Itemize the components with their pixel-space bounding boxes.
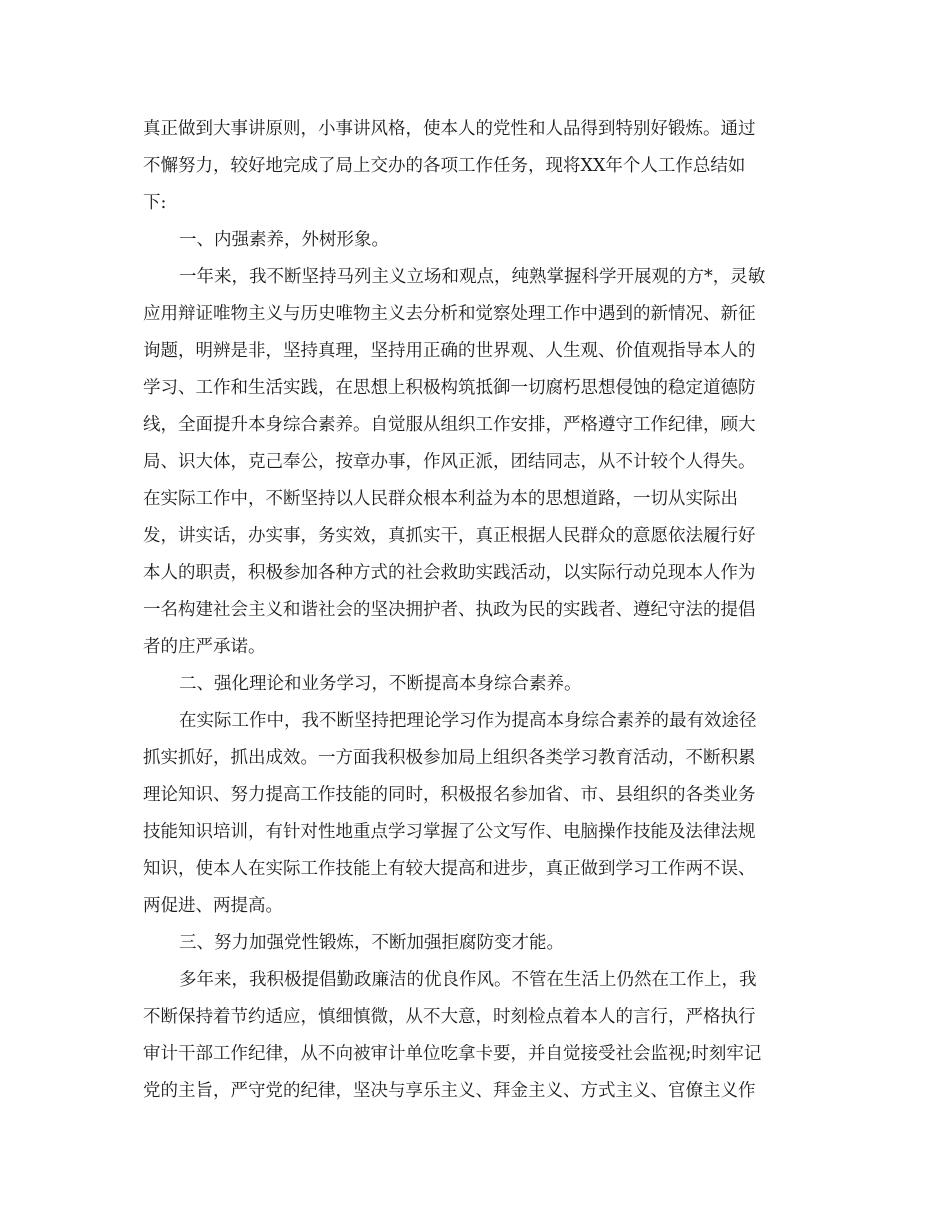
body-text-line: 技能知识培训，有针对性地重点学习掌握了公文写作、电脑操作技能及法律法规 — [143, 822, 756, 842]
body-text-line: 本人的职责，积极参加各种方式的社会救助实践活动，以实际行动兑现本人作为 — [143, 563, 756, 583]
section-heading: 三、努力加强党性锻炼，不断加强拒腐防变才能。 — [179, 933, 564, 953]
body-text-line: 不断保持着节约适应，慎细慎微，从不大意，时刻检点着本人的言行，严格执行 — [143, 1007, 756, 1027]
body-text-line: 党的主旨，严守党的纪律，坚决与享乐主义、拜金主义、方式主义、官僚主义作 — [143, 1081, 756, 1101]
body-text-line: 多年来，我积极提倡勤政廉洁的优良作风。不管在生活上仍然在工作上，我 — [179, 970, 757, 990]
body-text-line: 线，全面提升本身综合素养。自觉服从组织工作安排，严格遵守工作纪律，顾大 — [143, 415, 756, 435]
body-text-line: 抓实抓好，抓出成效。一方面我积极参加局上组织各类学习教育活动，不断积累 — [143, 748, 756, 768]
body-text-line: 在实际工作中，不断坚持以人民群众根本利益为本的思想道路，一切从实际出 — [143, 489, 738, 509]
body-text-line: 发，讲实话，办实事，务实效，真抓实干，真正根据人民群众的意愿依法履行好 — [143, 526, 756, 546]
body-text-line: 学习、工作和生活实践，在思想上积极构筑抵御一切腐朽思想侵蚀的稳定道德防 — [143, 378, 756, 398]
section-heading: 二、强化理论和业务学习，不断提高本身综合素养。 — [179, 674, 582, 694]
body-text-line: 真正做到大事讲原则，小事讲风格，使本人的党性和人品得到特别好锻炼。通过 — [143, 119, 756, 139]
body-text-line: 两促进、两提高。 — [143, 896, 283, 916]
body-text-line: 一年来，我不断坚持马列主义立场和观点，纯熟掌握科学开展观的方*，灵敏 — [179, 267, 766, 287]
body-text-line: 审计干部工作纪律，从不向被审计单位吃拿卡要，并自觉接受社会监视;时刻牢记 — [143, 1044, 762, 1064]
body-text-line: 下: — [143, 193, 167, 213]
body-text-line: 询题，明辨是非，坚持真理，坚持用正确的世界观、人生观、价值观指导本人的 — [143, 341, 756, 361]
body-text-line: 不懈努力，较好地完成了局上交办的各项工作任务，现将XX年个人工作总结如 — [143, 156, 746, 176]
body-text-line: 应用辩证唯物主义与历史唯物主义去分析和觉察处理工作中遇到的新情况、新征 — [143, 304, 756, 324]
body-text-line: 知识，使本人在实际工作技能上有较大提高和进步，真正做到学习工作两不误、 — [143, 859, 756, 879]
body-text-line: 在实际工作中，我不断坚持把理论学习作为提高本身综合素养的最有效途径 — [179, 711, 757, 731]
body-text-line: 者的庄严承诺。 — [143, 637, 266, 657]
section-heading: 一、内强素养，外树形象。 — [179, 230, 389, 250]
body-text-line: 理论知识、努力提高工作技能的同时，积极报名参加省、市、县组织的各类业务 — [143, 785, 756, 805]
body-text-line: 一名构建社会主义和谐社会的坚决拥护者、执政为民的实践者、遵纪守法的提倡 — [143, 600, 756, 620]
body-text-line: 局、识大体，克己奉公，按章办事，作风正派，团结同志，从不计较个人得失。 — [143, 452, 756, 472]
